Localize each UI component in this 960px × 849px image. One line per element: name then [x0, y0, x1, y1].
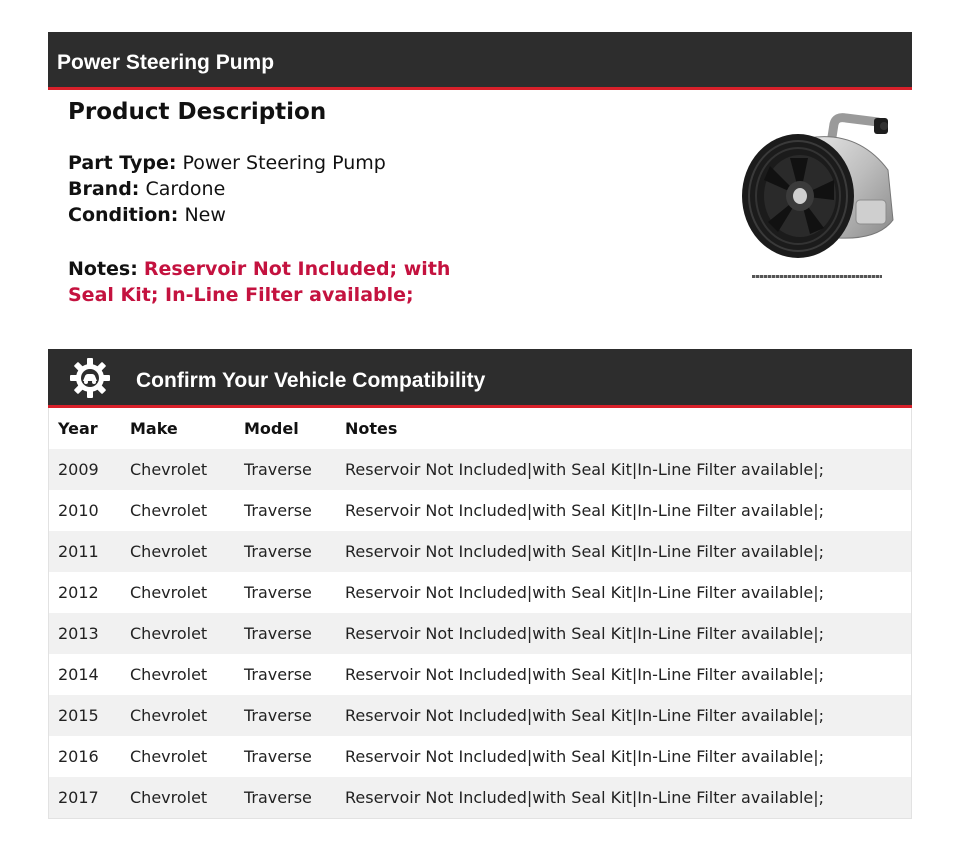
product-title: Power Steering Pump: [57, 51, 275, 74]
notes-value: Reservoir Not Included; with Seal Kit; In-Line Filter available;: [68, 258, 451, 306]
cell-year: 2014: [58, 665, 99, 684]
cell-notes: Reservoir Not Included|with Seal Kit|In-Line Filter available|;: [345, 542, 825, 561]
image-caption: [752, 275, 882, 278]
table-row: [49, 531, 912, 572]
cell-make: Chevrolet: [130, 624, 208, 643]
power-steering-pump-image: [738, 110, 898, 260]
cell-notes: Reservoir Not Included|with Seal Kit|In-Line Filter available|;: [345, 624, 825, 643]
notes-label: Notes:: [68, 258, 138, 280]
column-header-model: Model: [244, 419, 299, 438]
cell-model: Traverse: [244, 501, 312, 520]
cell-model: Traverse: [244, 665, 312, 684]
cell-notes: Reservoir Not Included|with Seal Kit|In-Line Filter available|;: [345, 747, 825, 766]
table-row: [49, 613, 912, 654]
table-row: [49, 777, 912, 819]
cell-make: Chevrolet: [130, 747, 208, 766]
cell-year: 2012: [58, 583, 99, 602]
part-type-value: Power Steering Pump: [182, 152, 386, 174]
cell-model: Traverse: [244, 706, 312, 725]
cell-make: Chevrolet: [130, 665, 208, 684]
cell-make: Chevrolet: [130, 501, 208, 520]
brand-value: Cardone: [145, 178, 226, 200]
compatibility-table: [48, 408, 912, 819]
cell-notes: Reservoir Not Included|with Seal Kit|In-Line Filter available|;: [345, 583, 825, 602]
cell-model: Traverse: [244, 542, 312, 561]
cell-make: Chevrolet: [130, 788, 208, 807]
cell-model: Traverse: [244, 460, 312, 479]
cell-model: Traverse: [244, 583, 312, 602]
notes-row: [68, 256, 468, 308]
cell-year: 2011: [58, 542, 99, 561]
cell-year: 2016: [58, 747, 99, 766]
cell-make: Chevrolet: [130, 706, 208, 725]
table-header-row: [49, 408, 912, 449]
condition-label: Condition:: [68, 204, 179, 226]
table-row: [49, 490, 912, 531]
cell-make: Chevrolet: [130, 542, 208, 561]
cell-make: Chevrolet: [130, 460, 208, 479]
column-header-make: Make: [130, 419, 178, 438]
compatibility-header-bar: [48, 349, 912, 408]
cell-year: 2015: [58, 706, 99, 725]
table-row: [49, 654, 912, 695]
cell-notes: Reservoir Not Included|with Seal Kit|In-Line Filter available|;: [345, 788, 825, 807]
table-row: [49, 736, 912, 777]
part-type-label: Part Type:: [68, 152, 177, 174]
cell-notes: Reservoir Not Included|with Seal Kit|In-Line Filter available|;: [345, 706, 825, 725]
cell-notes: Reservoir Not Included|with Seal Kit|In-Line Filter available|;: [345, 460, 825, 479]
cell-year: 2017: [58, 788, 99, 807]
cell-notes: Reservoir Not Included|with Seal Kit|In-Line Filter available|;: [345, 665, 825, 684]
brand-row: [68, 176, 225, 202]
part-type-row: [68, 150, 386, 176]
table-row: [49, 695, 912, 736]
product-description-heading: Product Description: [68, 99, 327, 125]
column-header-notes: Notes: [345, 419, 398, 438]
condition-row: [68, 202, 226, 228]
cell-year: 2009: [58, 460, 99, 479]
cell-year: 2010: [58, 501, 99, 520]
condition-value: New: [184, 204, 226, 226]
gear-car-icon: [69, 357, 111, 399]
table-row: [49, 449, 912, 490]
cell-model: Traverse: [244, 624, 312, 643]
brand-label: Brand:: [68, 178, 140, 200]
cell-model: Traverse: [244, 747, 312, 766]
cell-model: Traverse: [244, 788, 312, 807]
cell-notes: Reservoir Not Included|with Seal Kit|In-Line Filter available|;: [345, 501, 825, 520]
compatibility-title: Confirm Your Vehicle Compatibility: [136, 369, 486, 392]
cell-year: 2013: [58, 624, 99, 643]
cell-make: Chevrolet: [130, 583, 208, 602]
product-header-bar: [48, 32, 912, 90]
table-row: [49, 572, 912, 613]
column-header-year: Year: [58, 419, 98, 438]
